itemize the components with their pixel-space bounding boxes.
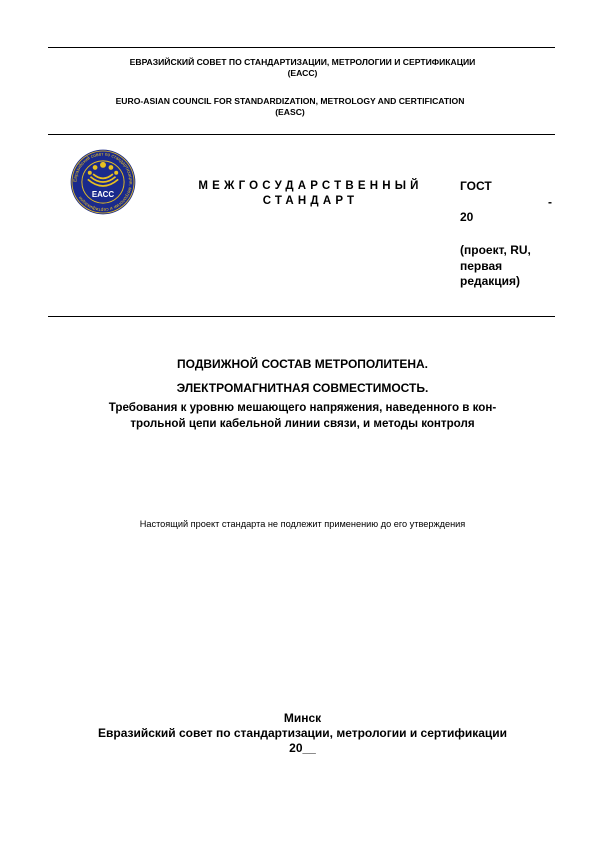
gost-block: [460, 179, 492, 194]
footer-publisher: Евразийский совет по стандартизации, метрологии и сертификации: [97, 726, 508, 740]
draft-line-2: первая: [460, 258, 503, 273]
council-en-text: EURO-ASIAN COUNCIL FOR STANDARDIZATION, METROLOGY AND CERTIFICATION: [115, 96, 465, 106]
logo-ring-text: Евразийский совет по стандартизации, метрологии и сертификации: [73, 152, 133, 212]
standard-line1: МЕЖГОСУДАРСТВЕННЫЙ: [198, 180, 423, 192]
easc-logo-icon: [70, 149, 136, 215]
standard-type: [178, 179, 443, 209]
council-ru-text: ЕВРАЗИЙСКИЙ СОВЕТ ПО СТАНДАРТИЗАЦИИ, МЕТРОЛОГИИ И СЕРТИФИКАЦИИ: [129, 57, 476, 67]
council-name-ru: [40, 57, 565, 79]
gost-dash: -: [548, 195, 552, 209]
footer-city: Минск: [283, 711, 322, 725]
header-rule: [48, 134, 555, 135]
subtitle-line-2: трольной цепи кабельной линии связи, и методы контроля: [130, 417, 475, 430]
title-rule: [48, 316, 555, 317]
title-line-1: ПОДВИЖНОЙ СОСТАВ МЕТРОПОЛИТЕНА.: [177, 357, 428, 371]
council-name-en: [30, 96, 550, 118]
title-line-2: ЭЛЕКТРОМАГНИТНАЯ СОВМЕСТИМОСТЬ.: [176, 381, 429, 395]
draft-note: Настоящий проект стандарта не подлежит применению до его утверждения: [139, 519, 466, 529]
document-title: [40, 355, 565, 397]
footer: [40, 711, 565, 756]
document-subtitle: [30, 400, 575, 432]
draft-line-1: (проект, RU,: [460, 243, 531, 257]
gost-label: ГОСТ: [460, 179, 492, 193]
subtitle-line-1: Требования к уровню мешающего напряжения, наведенного в кон-: [108, 401, 497, 414]
standard-line2: СТАНДАРТ: [262, 195, 359, 207]
footer-year: 20__: [289, 741, 316, 755]
council-ru-abbr: (ЕАСС): [287, 68, 318, 78]
draft-status: [460, 243, 531, 290]
gost-year: 20: [460, 210, 474, 224]
council-en-abbr: (EASC): [275, 107, 305, 117]
logo-text: ЕАСС: [91, 190, 115, 200]
draft-line-3: редакция): [460, 274, 521, 288]
top-rule: [48, 47, 555, 48]
